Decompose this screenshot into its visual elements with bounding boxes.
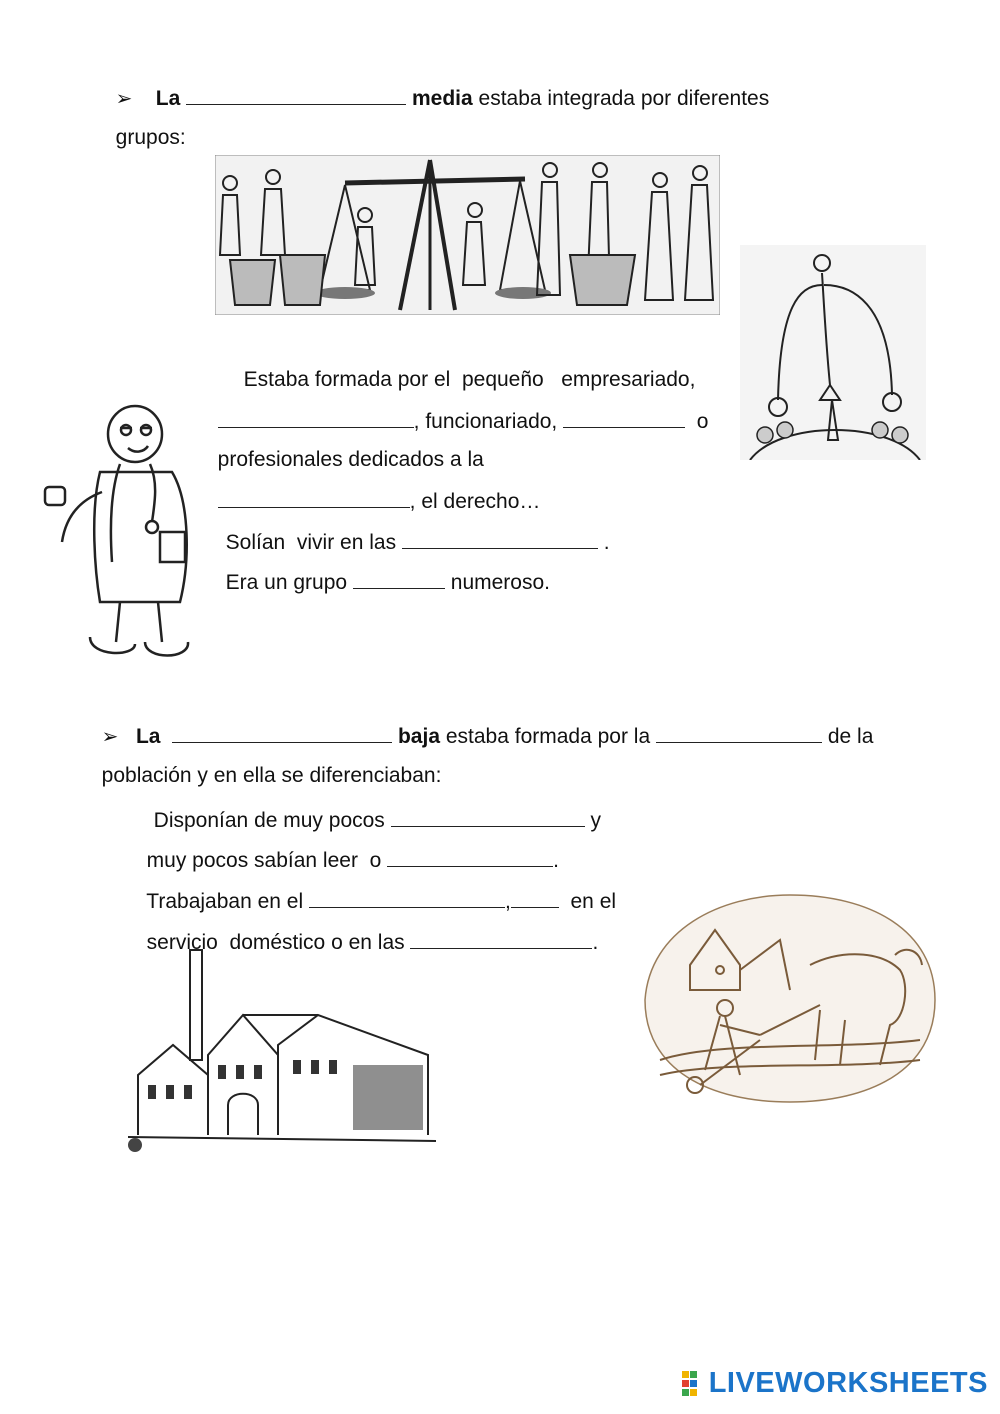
- baja-line-4: servicio doméstico o en las .: [135, 902, 598, 956]
- baja-line-2: muy pocos sabían leer o .: [135, 820, 559, 874]
- liveworksheets-logo: LIVEWORKSHEETS: [682, 1367, 988, 1400]
- factory-illustration: [128, 945, 436, 1157]
- media-heading: ➢ La media estaba integrada por diferentes: [104, 58, 769, 112]
- media-line-1: Estaba formada por el pequeño empresariado,: [243, 368, 696, 391]
- bullet-arrow-icon: ➢: [115, 88, 133, 110]
- blank-baja-6[interactable]: [410, 928, 592, 949]
- blank-baja-1[interactable]: [656, 722, 822, 743]
- blank-media-5[interactable]: [353, 568, 445, 589]
- plowman-illustration: [640, 890, 940, 1105]
- media-line-2: , funcionariado, o: [206, 381, 708, 435]
- media-heading-cont: grupos:: [115, 126, 186, 149]
- media-line-4: , el derecho…: [206, 461, 540, 515]
- media-line-3: profesionales dedicados a la: [217, 448, 484, 471]
- baja-line-3: Trabajaban en el , en el: [135, 861, 616, 915]
- bullet-arrow-icon: ➢: [101, 726, 119, 748]
- baja-heading: ➢ La baja estaba formada por la de la: [90, 696, 873, 750]
- baja-line-1: Disponían de muy pocos y: [142, 780, 601, 834]
- liveworksheets-logo-icon: [682, 1371, 706, 1397]
- media-line-6: Era un grupo numeroso.: [214, 542, 550, 596]
- media-line-5: Solían vivir en las .: [214, 502, 610, 556]
- blank-clase[interactable]: [186, 84, 406, 105]
- balancing-figure-illustration: [740, 245, 926, 460]
- market-scale-illustration: [215, 155, 720, 315]
- baja-heading-cont: población y en ella se diferenciaban:: [101, 764, 442, 787]
- doctor-illustration: [40, 402, 200, 670]
- blank-media-2[interactable]: [563, 407, 685, 428]
